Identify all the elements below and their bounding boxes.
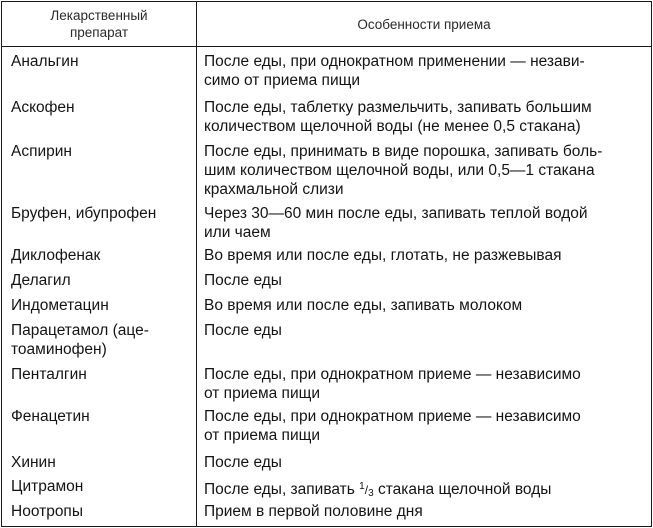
intake-note: Во время или после еды, запивать молоком [204, 297, 523, 314]
drug-name: Делагил [11, 272, 71, 289]
intake-note: Во время или после еды, глотать, не разжевывая [204, 247, 562, 264]
drug-name: Индометацин [11, 297, 109, 314]
drug-name: Бруфен, ибупрофен [11, 205, 157, 222]
intake-note: После еды, таблетку размельчить, запивать большим количеством щелочной воды (не менее 0,5 стакана) [204, 99, 592, 135]
intake-note: После еды [204, 272, 282, 289]
drug-name: Пенталгин [11, 366, 87, 383]
drug-name: Хинин [11, 454, 56, 471]
drug-name: Аскофен [11, 99, 75, 116]
intake-note: После еды [204, 454, 282, 471]
drug-name: Цитрамон [11, 478, 84, 495]
intake-note: После еды, при однократном приеме — независимо от приема пищи [204, 366, 581, 402]
drug-name: Фенацетин [11, 408, 90, 425]
intake-note: После еды, при однократном применении — незави- симо от приема пищи [204, 53, 585, 89]
table-header [2, 2, 651, 47]
intake-note: Через 30—60 мин после еды, запивать теплой водой или чаем [204, 205, 588, 241]
column-divider [196, 2, 197, 526]
drug-name: Ноотропы [11, 503, 83, 520]
intake-note: После еды, запивать $^1/_3$ стакана щелочной воды [204, 481, 552, 499]
drug-table [1, 1, 652, 527]
drug-name: Анальгин [11, 53, 79, 70]
drug-name: Диклофенак [11, 247, 101, 264]
intake-note: Прием в первой половине дня [204, 503, 423, 520]
intake-note: После еды, при однократном приеме — независимо от приема пищи [204, 408, 581, 444]
intake-note: После еды, принимать в виде порошка, запивать боль- шим количеством щелочной воды, или 0,5—1 стакана крахмальной слизи [204, 143, 603, 198]
header-notes: Особенности приема [357, 16, 491, 32]
fraction: $^1/_3$ [359, 481, 374, 499]
intake-note: После еды [204, 322, 282, 339]
header-drug: Лекарственный препарат [50, 8, 148, 40]
drug-name: Аспирин [11, 143, 72, 160]
drug-name: Парацетамол (аце- тоаминофен) [11, 322, 149, 358]
